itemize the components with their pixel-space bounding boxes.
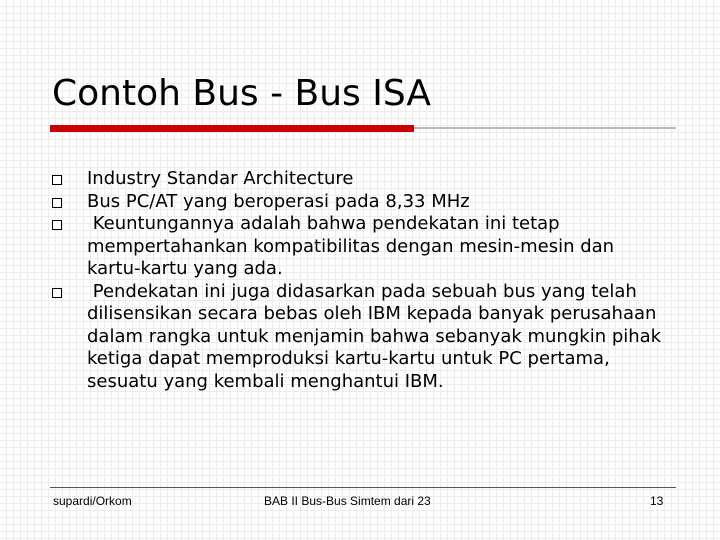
bullet-text: Bus PC/AT yang beroperasi pada 8,33 MHz [87,190,470,212]
footer-divider [50,487,676,488]
hollow-square-bullet-icon [52,175,62,185]
bullet-item [52,191,672,214]
footer-page-number: 13 [650,494,664,508]
bullet-item [52,213,672,281]
footer-chapter: BAB II Bus-Bus Simtem dari 23 [264,494,431,508]
slide-title: Contoh Bus - Bus ISA [52,73,432,114]
bullet-item [52,281,672,394]
hollow-square-bullet-icon [52,198,62,208]
bullet-list [52,168,672,393]
bullet-text: Industry Standar Architecture [87,168,354,189]
bullet-item [52,168,672,191]
title-underline-accent [50,125,414,132]
bullet-text: Keuntungannya adalah bahwa pendekatan ini tetap mempertahankan kompatibilitas dengan mesin-mesin dan kartu-kartu yang ada. [87,213,620,279]
footer-author: supardi/Orkom [53,494,132,508]
hollow-square-bullet-icon [52,288,62,298]
hollow-square-bullet-icon [52,220,62,230]
title-underline-rule [414,127,676,129]
bullet-text: Pendekatan ini juga didasarkan pada sebuah bus yang telah dilisensikan secara bebas oleh IBM kepada banyak perusahaan dalam rangka untuk menjamin bahwa sebanyak mungkin pihak ketiga dapat memproduksi kartu-kartu untuk PC pertama, sesuatu yang kembali menghantui IBM. [87,280,667,392]
